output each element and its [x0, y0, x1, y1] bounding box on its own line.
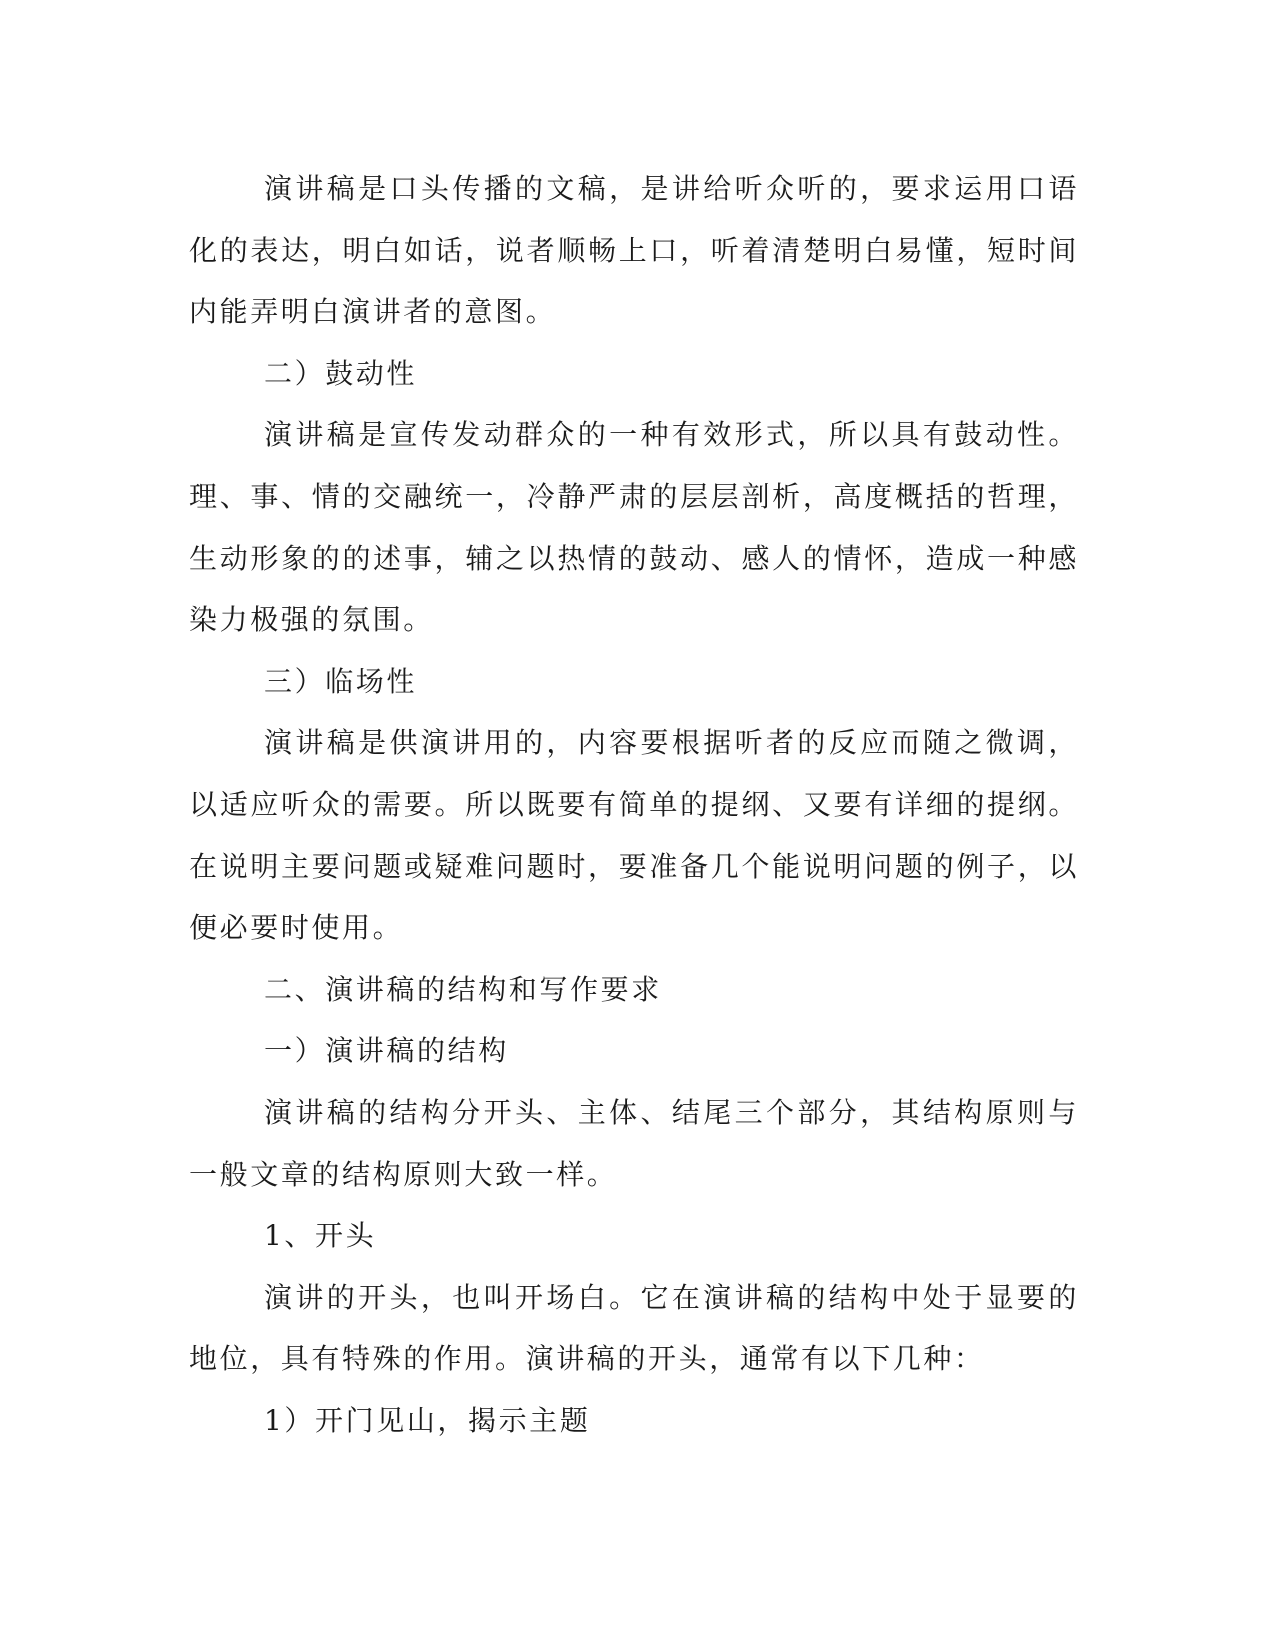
heading-opening: 1、开头	[264, 1219, 377, 1253]
paragraph-agitation: 演讲稿是宣传发动群众的一种有效形式，所以具有鼓动性。理、事、情的交融统一，冷静严肃的层层剖析，高度概括的哲理，生动形象的的述事，辅之以热情的鼓动、感人的情怀，造成一种感染力极强的氛围。	[189, 418, 1079, 637]
paragraph-opening: 演讲的开头，也叫开场白。它在演讲稿的结构中处于显要的地位，具有特殊的作用。演讲稿的开头，通常有以下几种：	[189, 1280, 1079, 1376]
heading-direct-opening: 1）开门见山，揭示主题	[264, 1403, 591, 1437]
heading-structure-and-requirements: 二、演讲稿的结构和写作要求	[264, 972, 662, 1006]
paragraph-structure: 演讲稿的结构分开头、主体、结尾三个部分，其结构原则与一般文章的结构原则大致一样。	[189, 1095, 1079, 1191]
paragraph-on-site: 演讲稿是供演讲用的，内容要根据听者的反应而随之微调，以适应听众的需要。所以既要有简单的提纲、又要有详细的提纲。在说明主要问题或疑难问题时，要准备几个能说明问题的例子，以便必要时使用。	[189, 726, 1079, 945]
heading-on-site: 三）临场性	[264, 664, 418, 698]
paragraph-plain-language: 演讲稿是口头传播的文稿，是讲给听众听的，要求运用口语化的表达，明白如话，说者顺畅上口，听着清楚明白易懂，短时间内能弄明白演讲者的意图。	[189, 172, 1079, 329]
heading-speech-structure: 一）演讲稿的结构	[264, 1034, 509, 1068]
heading-agitation: 二）鼓动性	[264, 356, 418, 390]
document-body	[189, 158, 1079, 1451]
